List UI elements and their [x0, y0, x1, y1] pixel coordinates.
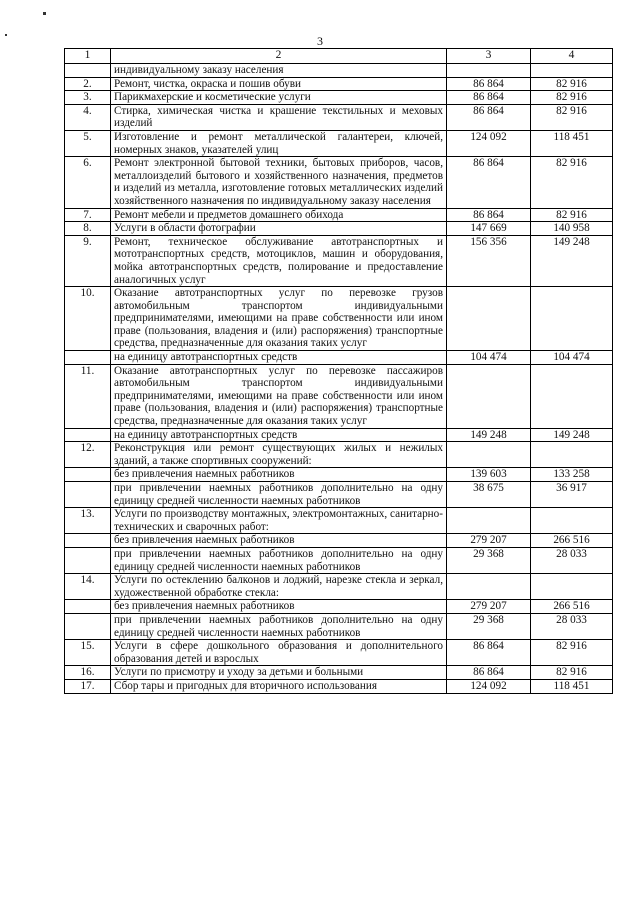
row-value-col4: 266 516 [531, 534, 613, 548]
row-value-col3: 38 675 [447, 482, 531, 508]
row-number: 13. [65, 508, 111, 534]
table-row [65, 666, 613, 680]
row-value-col3: 156 356 [447, 235, 531, 286]
row-value-col4: 82 916 [531, 157, 613, 208]
row-value-col3 [447, 574, 531, 600]
table-row [65, 482, 613, 508]
row-number: 2. [65, 77, 111, 91]
row-value-col3 [447, 364, 531, 428]
table-row [65, 547, 613, 573]
row-number: 3. [65, 91, 111, 105]
row-value-col3: 29 368 [447, 613, 531, 639]
table-row [65, 442, 613, 468]
row-description: Оказание автотранспортных услуг по перевозке пассажиров автомобильным транспортом индивидуальными предпринимателями, имеющими на праве собственности или ином праве (пользования, владения и (или) распоряжения) транспортные средства, предназначенные для оказания таких услуг [111, 364, 447, 428]
table-row [65, 130, 613, 156]
table-row [65, 364, 613, 428]
table-row [65, 428, 613, 442]
row-description: индивидуальному заказу населения [111, 64, 447, 78]
row-value-col4: 118 451 [531, 679, 613, 693]
row-number: 8. [65, 222, 111, 236]
row-description: Услуги по остеклению балконов и лоджий, нарезке стекла и зеркал, художественной обработке стекла: [111, 574, 447, 600]
row-number: 17. [65, 679, 111, 693]
table-row [65, 222, 613, 236]
row-description: Услуги по присмотру и уходу за детьми и больными [111, 666, 447, 680]
row-value-col3: 149 248 [447, 428, 531, 442]
row-value-col3: 147 669 [447, 222, 531, 236]
table-row [65, 640, 613, 666]
row-value-col4 [531, 287, 613, 351]
table-row [65, 600, 613, 614]
row-number: 7. [65, 208, 111, 222]
row-number: 4. [65, 104, 111, 130]
table-row [65, 468, 613, 482]
table-row [65, 64, 613, 78]
row-value-col4: 104 474 [531, 351, 613, 365]
table-row [65, 91, 613, 105]
row-description: на единицу автотранспортных средств [111, 351, 447, 365]
row-value-col3: 279 207 [447, 534, 531, 548]
row-description: без привлечения наемных работников [111, 600, 447, 614]
row-description: без привлечения наемных работников [111, 534, 447, 548]
row-number [65, 351, 111, 365]
row-description: Реконструкция или ремонт существующих жилых и нежилых зданий, а также спортивных сооружений: [111, 442, 447, 468]
row-number [65, 428, 111, 442]
row-value-col3: 29 368 [447, 547, 531, 573]
row-number [65, 482, 111, 508]
row-value-col3 [447, 508, 531, 534]
header-cell-2: 2 [111, 49, 447, 64]
tariff-table [64, 48, 613, 694]
row-value-col3: 86 864 [447, 640, 531, 666]
page-number: 3 [317, 34, 323, 48]
row-value-col4: 28 033 [531, 547, 613, 573]
row-number: 12. [65, 442, 111, 468]
row-description: Услуги в сфере дошкольного образования и дополнительного образования детей и взрослых [111, 640, 447, 666]
row-value-col4 [531, 574, 613, 600]
row-description: Ремонт, техническое обслуживание автотранспортных и мототранспортных средств, мотоциклов, машин и оборудования, мойка автотранспортных средств, полирование и предоставление аналогичных услуг [111, 235, 447, 286]
row-value-col3 [447, 442, 531, 468]
table-body [65, 49, 613, 694]
row-value-col3: 279 207 [447, 600, 531, 614]
row-description: при привлечении наемных работников дополнительно на одну единицу средней численности наемных работников [111, 547, 447, 573]
row-number: 16. [65, 666, 111, 680]
row-value-col4 [531, 64, 613, 78]
row-value-col4: 149 248 [531, 235, 613, 286]
row-number: 10. [65, 287, 111, 351]
scan-mark-top [43, 12, 46, 15]
row-value-col3: 104 474 [447, 351, 531, 365]
row-value-col4: 82 916 [531, 104, 613, 130]
row-value-col3: 124 092 [447, 679, 531, 693]
row-value-col3: 86 864 [447, 666, 531, 680]
table-row [65, 613, 613, 639]
row-description: Ремонт мебели и предметов домашнего обихода [111, 208, 447, 222]
table-row [65, 157, 613, 208]
row-number [65, 468, 111, 482]
row-value-col4: 149 248 [531, 428, 613, 442]
row-value-col4: 82 916 [531, 640, 613, 666]
row-value-col4: 133 258 [531, 468, 613, 482]
table-row [65, 508, 613, 534]
row-number: 9. [65, 235, 111, 286]
row-description: на единицу автотранспортных средств [111, 428, 447, 442]
row-value-col4: 36 917 [531, 482, 613, 508]
row-value-col4: 82 916 [531, 208, 613, 222]
row-description: Сбор тары и пригодных для вторичного использования [111, 679, 447, 693]
row-value-col3 [447, 287, 531, 351]
row-value-col4: 118 451 [531, 130, 613, 156]
table-row [65, 287, 613, 351]
row-value-col3: 86 864 [447, 104, 531, 130]
row-description: Услуги по производству монтажных, электромонтажных, санитарно-технических и сварочных работ: [111, 508, 447, 534]
row-number: 6. [65, 157, 111, 208]
row-value-col4: 266 516 [531, 600, 613, 614]
row-value-col3 [447, 64, 531, 78]
row-value-col4 [531, 442, 613, 468]
row-value-col3: 86 864 [447, 77, 531, 91]
table-row [65, 351, 613, 365]
row-value-col4 [531, 508, 613, 534]
row-number [65, 534, 111, 548]
row-value-col3: 124 092 [447, 130, 531, 156]
header-cell-1: 1 [65, 49, 111, 64]
row-description: Изготовление и ремонт металлической галантереи, ключей, номерных знаков, указателей улиц [111, 130, 447, 156]
table-header-row [65, 49, 613, 64]
header-cell-3: 3 [447, 49, 531, 64]
row-number [65, 547, 111, 573]
header-cell-4: 4 [531, 49, 613, 64]
row-number [65, 613, 111, 639]
row-description: Ремонт, чистка, окраска и пошив обуви [111, 77, 447, 91]
row-description: без привлечения наемных работников [111, 468, 447, 482]
table-row [65, 104, 613, 130]
row-number: 11. [65, 364, 111, 428]
row-number: 14. [65, 574, 111, 600]
row-number [65, 600, 111, 614]
row-number [65, 64, 111, 78]
table-row [65, 534, 613, 548]
table-row [65, 208, 613, 222]
row-description: Оказание автотранспортных услуг по перевозке грузов автомобильным транспортом индивидуальными предпринимателями, имеющими на праве собственности или ином праве (пользования, владения и (или) распоряжения) транспортные средства, предназначенные для оказания таких услуг [111, 287, 447, 351]
row-value-col3: 86 864 [447, 91, 531, 105]
row-number: 5. [65, 130, 111, 156]
table-row [65, 235, 613, 286]
row-value-col4: 28 033 [531, 613, 613, 639]
row-value-col4: 82 916 [531, 666, 613, 680]
row-description: Услуги в области фотографии [111, 222, 447, 236]
row-description: Ремонт электронной бытовой техники, бытовых приборов, часов, металлоизделий бытового и хозяйственного назначения, предметов и изделий из металла, изготовление готовых металлических изделий хозяйственного назначения по индивидуальному заказу населения [111, 157, 447, 208]
row-number: 15. [65, 640, 111, 666]
row-description: при привлечении наемных работников дополнительно на одну единицу средней численности наемных работников [111, 482, 447, 508]
row-value-col3: 139 603 [447, 468, 531, 482]
row-description: при привлечении наемных работников дополнительно на одну единицу средней численности наемных работников [111, 613, 447, 639]
row-value-col3: 86 864 [447, 157, 531, 208]
table-row [65, 77, 613, 91]
table-row [65, 574, 613, 600]
table-row [65, 679, 613, 693]
row-value-col4 [531, 364, 613, 428]
row-value-col4: 140 958 [531, 222, 613, 236]
row-value-col3: 86 864 [447, 208, 531, 222]
row-description: Парикмахерские и косметические услуги [111, 91, 447, 105]
row-value-col4: 82 916 [531, 77, 613, 91]
row-description: Стирка, химическая чистка и крашение текстильных и меховых изделий [111, 104, 447, 130]
row-value-col4: 82 916 [531, 91, 613, 105]
